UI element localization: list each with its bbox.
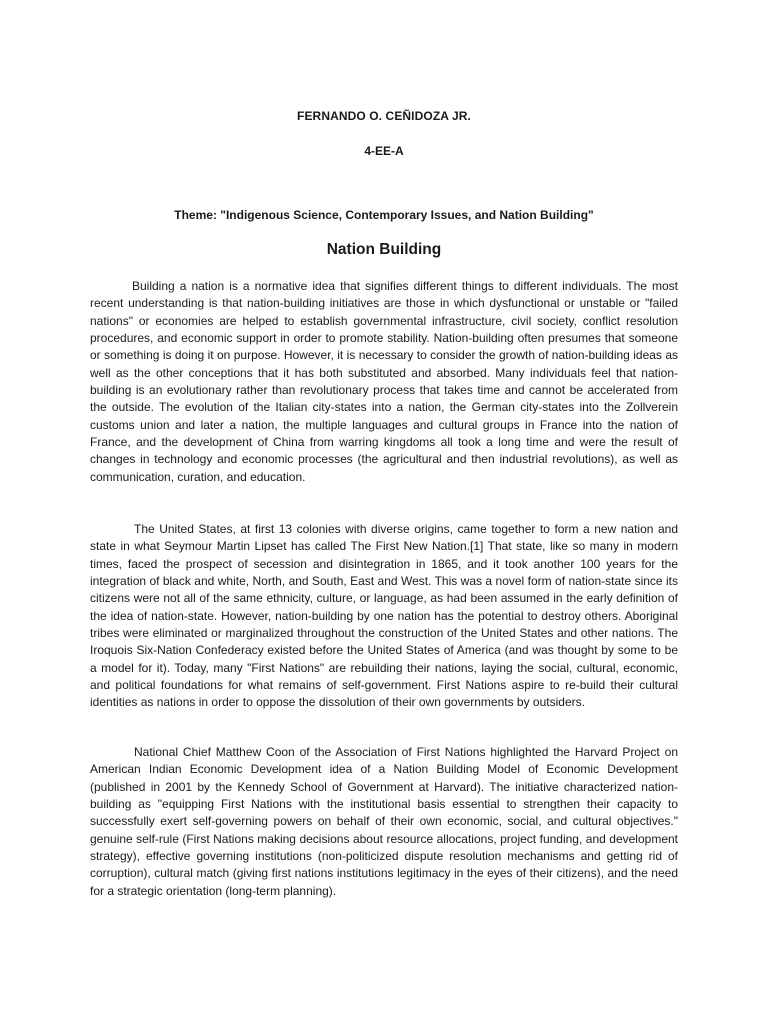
paragraph-2: The United States, at first 13 colonies with diverse origins, came together to form a new nation and state in what Seymour Martin Lipset has called The First New Nation.[1] That state, like so many in modern times, faced the prospect of secession and disintegration in 1865, and it took another 100 years for the integration of black and white, North, and South, East and West. This was a novel form of nation-state since its citizens were not all of the same ethnicity, culture, or language, as had been assumed in the early definition of the idea of nation-state. However, nation-building by one nation has the potential to destroy others. Aboriginal tribes were eliminated or marginalized throughout the construction of the United States and other nations. The Iroquois Six-Nation Confederacy existed before the United States of America (and was thought by some to be a model for it). Today, many "First Nations" are rebuilding their nations, laying the social, cultural, economic, and political foundations for what remains of self-government. First Nations aspire to re-build their cultural identities as nations in order to oppose the dissolution of their own governments by outsiders. [90, 522, 678, 710]
section-code: 4-EE-A [364, 144, 404, 158]
paragraph-1: Building a nation is a normative idea that signifies different things to different individuals. The most recent understanding is that nation-building initiatives are those in which dysfunctional or unstable or "failed nations" or economies are helped to establish governmental infrastructure, civil society, conflict resolution procedures, and economic support in order to promote stability. Nation-building often presumes that someone or something is doing it on purpose. However, it is necessary to consider the growth of nation-building ideas as well as the other conceptions that it has both substituted and absorbed. Many individuals feel that nation-building is an evolutionary rather than revolutionary process that takes time and cannot be accelerated from the outside. The evolution of the Italian city-states into a nation, the German city-states into the Zollverein customs union and later a nation, the multiple languages and cultural groups in France into the nation of France, and the development of China from warring kingdoms all took a long time and were the result of changes in technology and economic processes (the agricultural and then industrial revolutions), as well as communication, curation, and education. [90, 279, 678, 484]
author-name: FERNANDO O. CEÑIDOZA JR. [297, 109, 471, 123]
paragraph-3: National Chief Matthew Coon of the Association of First Nations highlighted the Harvard Project on American Indian Economic Development idea of a Nation Building Model of Economic Development (published in 2001 by the Kennedy School of Government at Harvard). The initiative characterized nation-building as "equipping First Nations with the institutional basis essential to strengthen their capacity to successfully exert self-governing powers on behalf of their own economic, social, and cultural objectives." genuine self-rule (First Nations making decisions about resource allocations, project funding, and development strategy), effective governing institutions (non-politicized dispute resolution mechanisms and getting rid of corruption), cultural match (giving first nations institutions legitimacy in the eyes of their citizens), and the need for a strategic orientation (long-term planning). [90, 745, 678, 898]
page-title: Nation Building [326, 241, 442, 258]
theme-heading: Theme: "Indigenous Science, Contemporary Issues, and Nation Building" [174, 208, 594, 222]
